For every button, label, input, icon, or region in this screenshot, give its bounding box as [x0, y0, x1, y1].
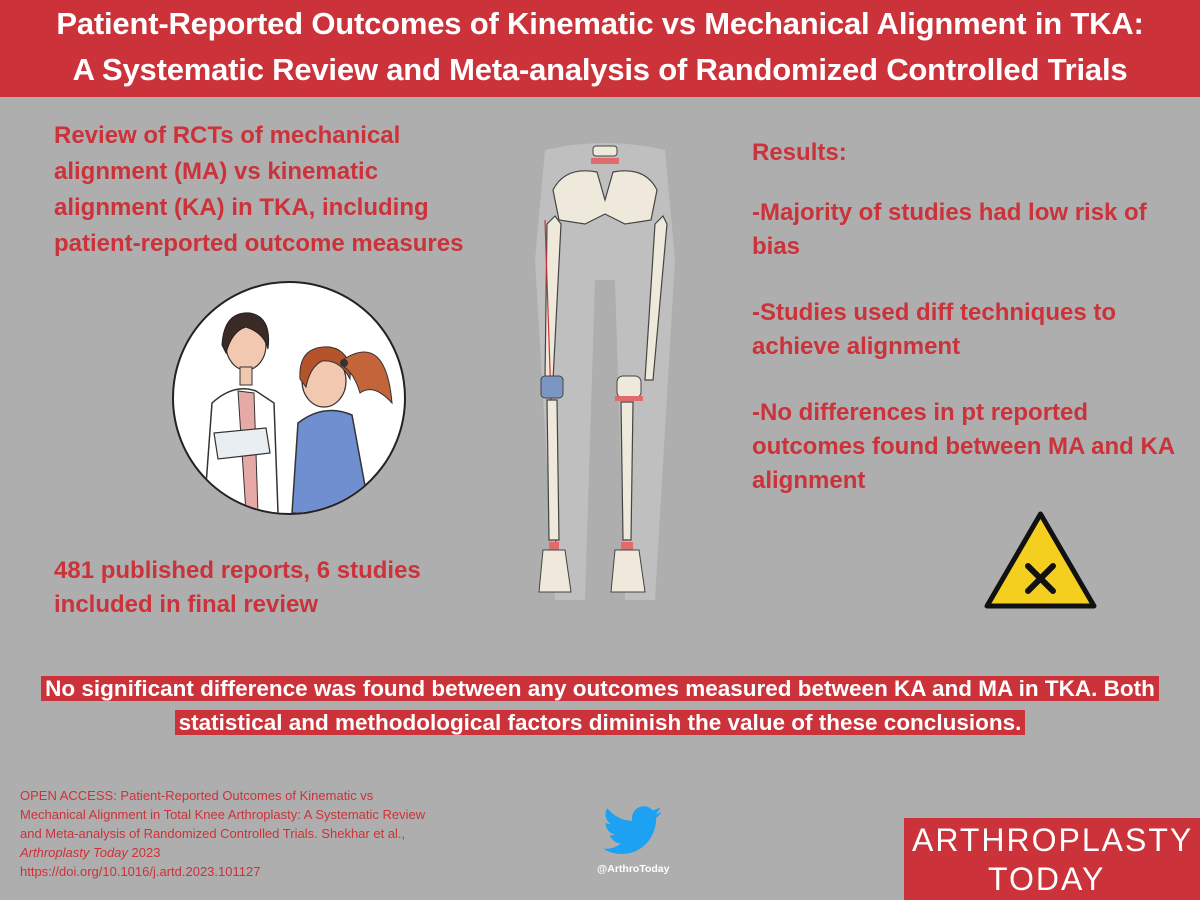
warning-x-icon [983, 510, 1098, 610]
results-title: Results: [752, 139, 847, 166]
twitter-bird-icon [603, 806, 663, 856]
reports-count: 481 published reports, 6 studies included in final review [54, 557, 421, 618]
title-banner [0, 0, 1200, 97]
journal-logo [904, 818, 1200, 900]
title-line-2: A Systematic Review and Meta-analysis of Randomized Controlled Trials [72, 52, 1128, 87]
result-item: -Studies used diff techniques to achieve alignment [752, 299, 1117, 360]
conclusion-banner [0, 672, 1200, 740]
citation-journal: Arthroplasty Today [20, 845, 128, 860]
review-summary: Review of RCTs of mechanical alignment (MA) vs kinematic alignment (KA) in TKA, including patient-reported outcome measures [54, 122, 464, 257]
citation-doi-link[interactable]: https://doi.org/10.1016/j.artd.2023.101127 [20, 864, 261, 879]
logo-line-2: TODAY [988, 861, 1106, 897]
logo-line-1: ARTHROPLASTY [912, 822, 1194, 858]
results-section [752, 136, 1192, 530]
title-line-1: Patient-Reported Outcomes of Kinematic vs Mechanical Alignment in TKA: [56, 6, 1144, 41]
doctor-patient-illustration [172, 281, 406, 515]
conclusion-text: No significant difference was found between any outcomes measured between KA and MA in TKA. Both statistical and methodological factors diminish the value of these conclusions. [41, 676, 1159, 735]
twitter-link[interactable] [597, 806, 669, 875]
twitter-handle: @ArthroToday [597, 863, 670, 875]
citation [20, 786, 440, 881]
leg-skeleton-illustration [505, 140, 705, 610]
result-item: -No differences in pt reported outcomes found between MA and KA alignment [752, 399, 1175, 494]
result-item: -Majority of studies had low risk of bias [752, 199, 1147, 260]
citation-text: OPEN ACCESS: Patient-Reported Outcomes of Kinematic vs Mechanical Alignment in Total Knee Arthroplasty: A Systematic Review and Meta-analysis of Randomized Controlled Trials. Shekhar et al., [20, 788, 426, 841]
citation-year: 2023 [131, 845, 161, 860]
